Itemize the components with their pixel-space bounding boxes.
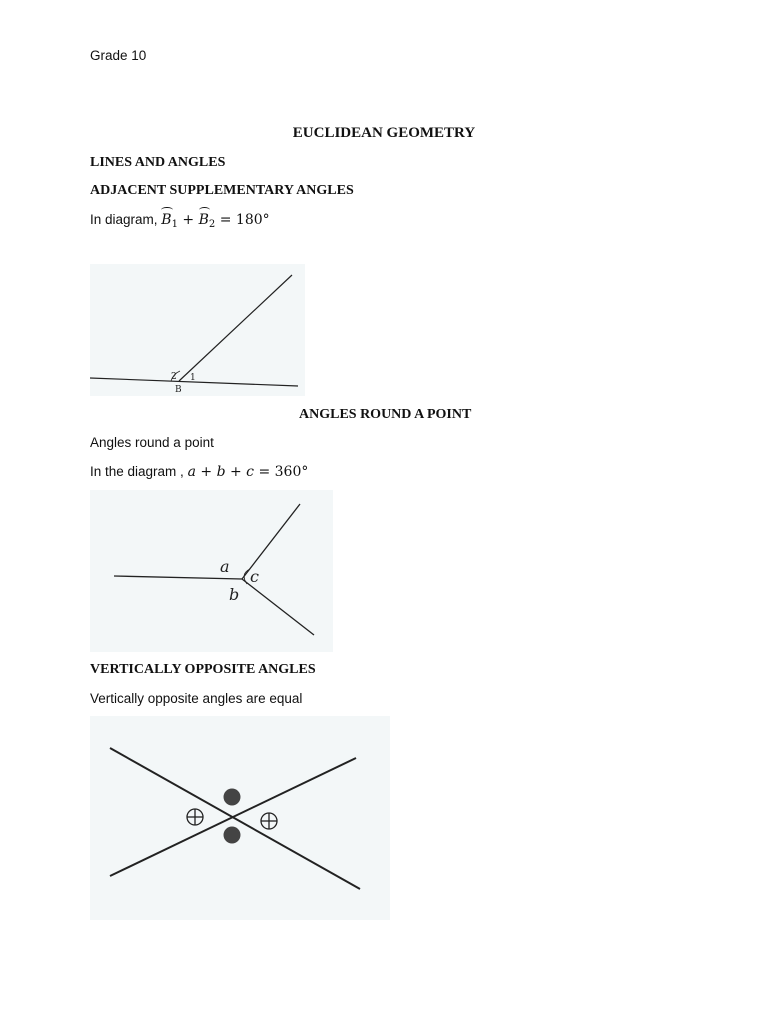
right-angle-marker (261, 813, 277, 829)
adjacent-angles-figure (90, 264, 305, 396)
b2-symbol: B (198, 212, 209, 228)
heading-angles-round-point: ANGLES ROUND A POINT (299, 407, 472, 422)
crossing-line-1 (110, 748, 360, 889)
bottom-angle-marker (224, 827, 241, 844)
eq-plus-1: + (200, 464, 213, 480)
heading-vertically-opposite: VERTICALLY OPPOSITE ANGLES (90, 662, 316, 677)
round-point-text: Angles round a point (90, 435, 214, 450)
b1-symbol: B (161, 212, 172, 228)
heading-adjacent-supplementary: ADJACENT SUPPLEMENTARY ANGLES (90, 183, 354, 198)
adjacent-rhs: = 180° (219, 212, 270, 228)
round-point-rhs: = 360° (258, 464, 309, 480)
adjacent-plus: + (182, 212, 195, 228)
page-title: EUCLIDEAN GEOMETRY (292, 125, 476, 141)
eq-a: a (187, 464, 196, 480)
round-point-figure (90, 490, 333, 652)
b1-subscript: 1 (171, 219, 178, 230)
vertically-opposite-text: Vertically opposite angles are equal (90, 691, 303, 706)
vertically-opposite-figure (90, 716, 390, 920)
ray-line (179, 275, 292, 381)
grade-label: Grade 10 (90, 48, 147, 63)
crossing-line-2 (110, 758, 356, 876)
top-angle-marker (224, 789, 241, 806)
eq-plus-2: + (229, 464, 242, 480)
angle-label-a: a (220, 557, 230, 576)
adjacent-equation (90, 211, 270, 234)
angle-label-c: c (250, 567, 259, 586)
eq-b: b (216, 464, 226, 480)
eq-c: c (246, 464, 255, 480)
left-angle-marker (187, 809, 203, 825)
heading-lines-angles: LINES AND ANGLES (90, 155, 226, 170)
round-point-equation (90, 463, 308, 481)
angle-label-1: 1 (190, 373, 196, 383)
point-label-b: B (175, 385, 182, 395)
b2-subscript: 2 (208, 219, 216, 230)
round-point-equation-prefix: In the diagram , (90, 464, 188, 479)
angle-label-b: b (229, 585, 240, 604)
adjacent-equation-prefix: In diagram, (90, 212, 162, 227)
angle-label-2: 2 (171, 372, 177, 382)
left-ray (114, 576, 242, 579)
lower-ray (242, 579, 314, 635)
